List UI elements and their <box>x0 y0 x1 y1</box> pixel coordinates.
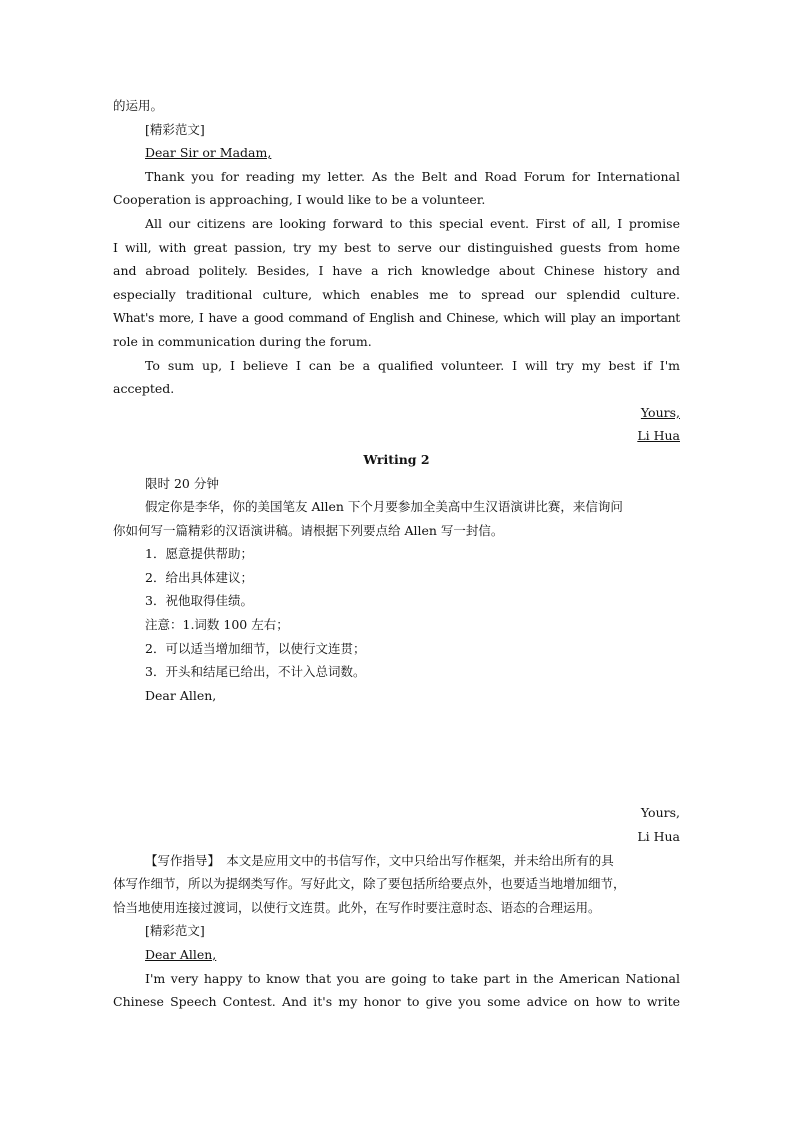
task-note: 注意：1.词数 100 左右； <box>145 617 289 633</box>
letter-greeting <box>113 141 680 165</box>
answer-closing: Yours, <box>640 805 680 821</box>
model-greeting <box>113 943 680 967</box>
task-point: 3．祝他取得佳绩。 <box>145 593 253 609</box>
letter-closing <box>113 401 680 425</box>
section-heading: Writing 2 <box>363 451 430 467</box>
task-point: 2．给出具体建议； <box>145 569 253 585</box>
task-line: 你如何写一篇精彩的汉语演讲稿。请根据下列要点给 Allen 写一封信。 <box>113 522 504 538</box>
signature-text: Li Hua <box>637 428 680 444</box>
task-note: 2．可以适当增加细节，以使行文连贯； <box>145 640 366 656</box>
model-essay-label: [精彩范文] <box>145 121 205 137</box>
writing-guide-line: 恰当地使用连接过渡词，以使行文连贯。此外，在写作时要注意时态、语态的合理运用。 <box>113 899 601 915</box>
task-note: 3．开头和结尾已给出，不计入总词数。 <box>145 664 366 680</box>
paragraph-2-line: role in communication during the forum. <box>113 333 372 349</box>
time-limit: 限时 20 分钟 <box>145 475 219 491</box>
document-body <box>113 94 680 1014</box>
answer-space <box>113 707 680 801</box>
writing-guide-line: 体写作细节，所以为提纲类写作。写好此文，除了要包括所给要点外，也要适当地增加细节， <box>113 876 626 892</box>
model-essay-label: [精彩范文] <box>145 923 205 939</box>
model-line: Chinese Speech Contest. And it's my honor to give you some advice on how to write <box>113 994 680 1010</box>
letter-signature <box>113 424 680 448</box>
writing-guide-line: 【写作指导】 本文是应用文中的书信写作，文中只给出写作框架，并未给出所有的具 <box>145 852 614 868</box>
answer-signature: Li Hua <box>637 829 680 845</box>
paragraph-3-line: To sum up, I believe I can be a qualified volunteer. I will try my best if I'm <box>145 357 680 373</box>
answer-greeting: Dear Allen, <box>145 687 217 703</box>
paragraph-2-line: especially traditional culture, which enables me to spread our splendid culture. <box>113 286 680 302</box>
paragraph-2-line: I will, with great passion, try my best to serve our distinguished guests from home <box>113 239 680 255</box>
paragraph-2-line: What's more, I have a good command of English and Chinese, which will play an important <box>113 310 680 326</box>
task-point: 1．愿意提供帮助； <box>145 546 253 562</box>
paragraph-1-line: Thank you for reading my letter. As the Belt and Road Forum for International <box>145 168 680 184</box>
prev-text-tail: 的运用。 <box>113 98 164 113</box>
paragraph-3-line: accepted. <box>113 381 175 397</box>
model-line: I'm very happy to know that you are going to take part in the American National <box>145 970 680 986</box>
model-greeting-text: Dear Allen, <box>145 947 217 962</box>
greeting-text: Dear Sir or Madam, <box>145 145 272 161</box>
closing-text: Yours, <box>640 404 680 420</box>
paragraph-2-line: and abroad politely. Besides, I have a rich knowledge about Chinese history and <box>113 263 680 279</box>
paragraph-1-line: Cooperation is approaching, I would like to be a volunteer. <box>113 192 486 208</box>
task-line: 假定你是李华，你的美国笔友 Allen 下个月要参加全美高中生汉语演讲比赛，来信询问 <box>145 499 623 515</box>
paragraph-2-line: All our citizens are looking forward to this special event. First of all, I promise <box>145 215 680 231</box>
